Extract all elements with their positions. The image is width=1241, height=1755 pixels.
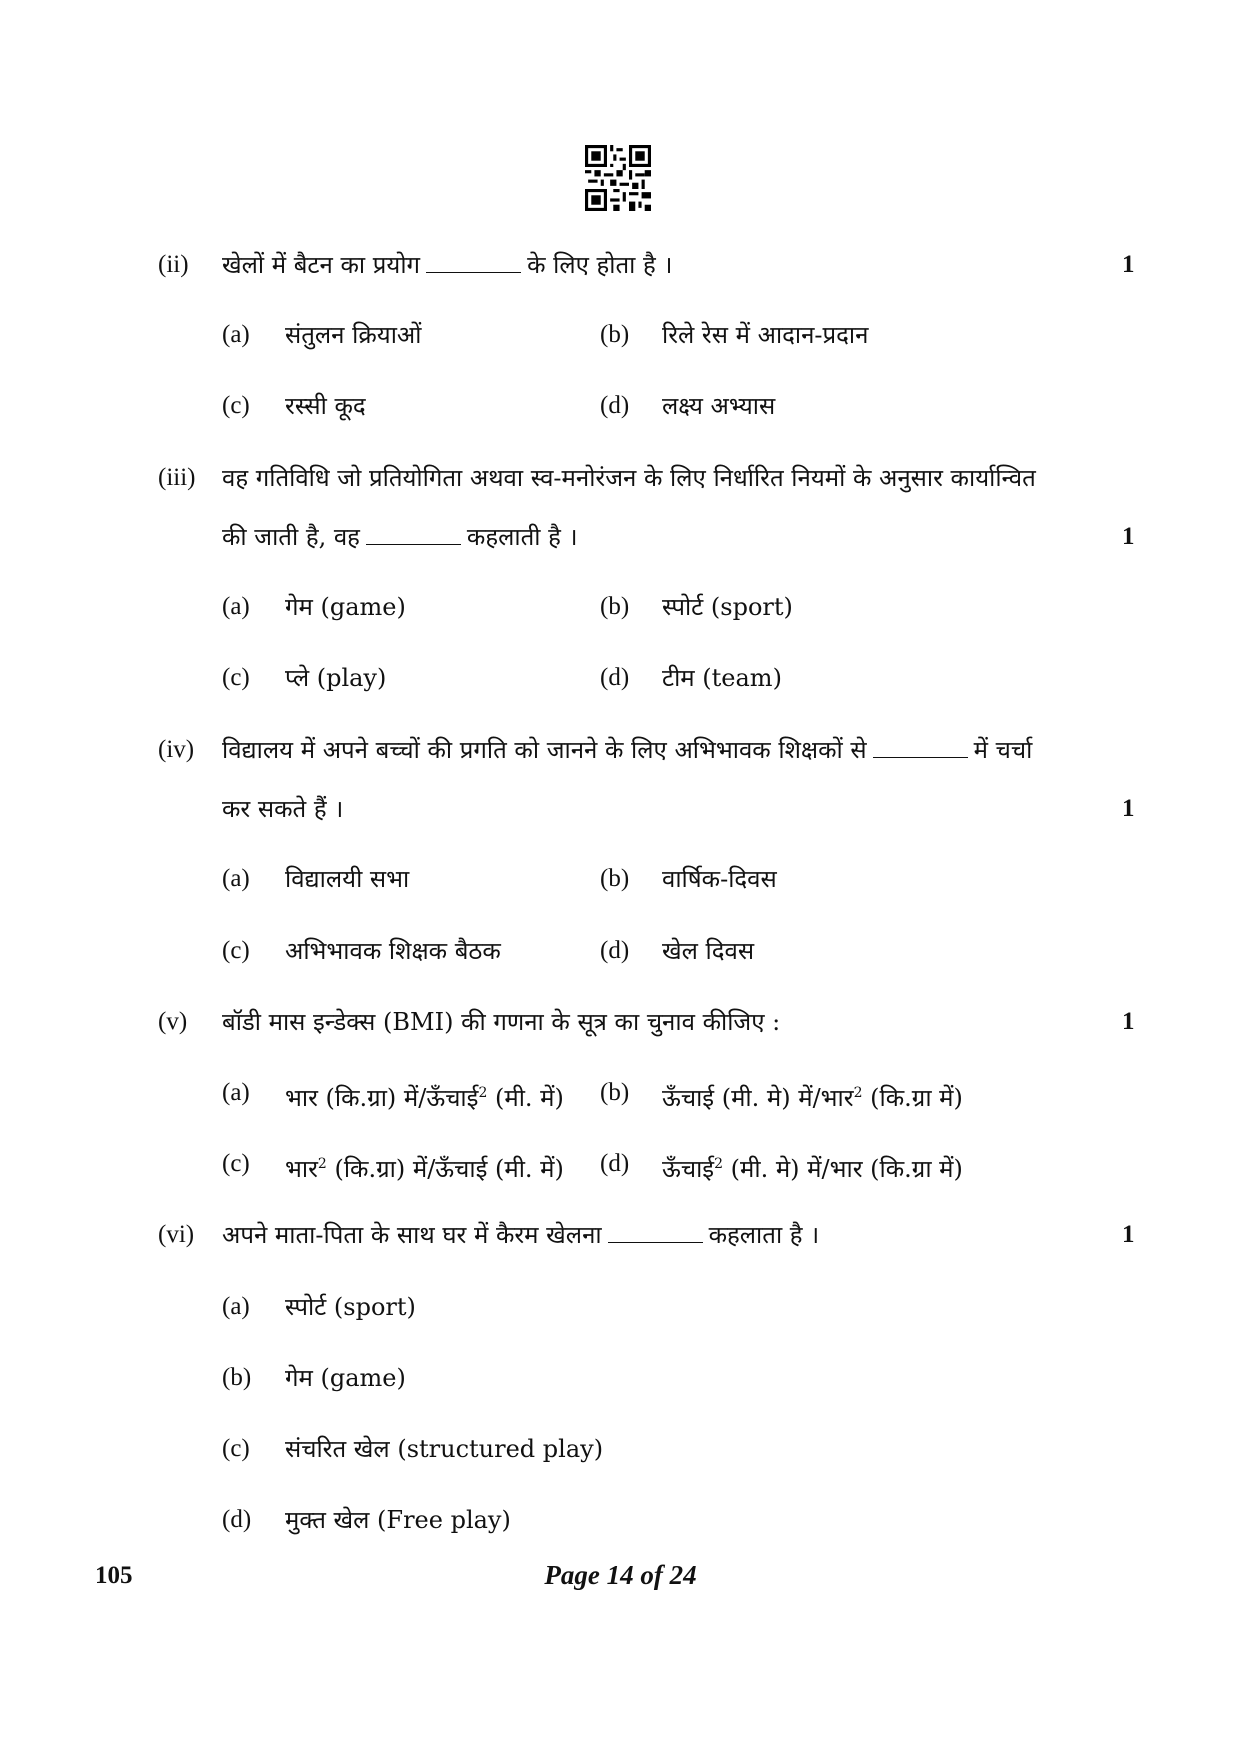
option-letter: (c) xyxy=(222,664,250,691)
marks: 1 xyxy=(1122,1221,1135,1248)
question-text: वह गतिविधि जो प्रतियोगिता अथवा स्व-मनोरंजन के लिए निर्धारित नियमों के अनुसार कार्यान्वित xyxy=(222,464,1036,492)
option-letter: (b) xyxy=(600,321,630,348)
fill-blank xyxy=(366,526,461,545)
question-text: बॉडी मास इन्डेक्स (BMI) की गणना के सूत्र का चुनाव कीजिए : xyxy=(222,1008,781,1036)
question-number: (vi) xyxy=(158,1221,195,1248)
question-text: की जाती है, वह कहलाती है । xyxy=(222,523,578,551)
question-number: (iv) xyxy=(158,736,195,763)
question-number: (iii) xyxy=(158,464,196,491)
option-text: टीम (team) xyxy=(662,664,782,692)
option-text: भार$^2$ (कि.ग्रा) में/ऊँचाई (मी. में) xyxy=(285,1155,564,1183)
marks: 1 xyxy=(1122,251,1135,278)
option-text: विद्यालयी सभा xyxy=(285,865,410,893)
option-text: रिले रेस में आदान-प्रदान xyxy=(662,321,869,349)
option-letter: (a) xyxy=(222,593,250,620)
option-text: लक्ष्य अभ्यास xyxy=(662,392,776,420)
option-letter: (a) xyxy=(222,865,250,892)
option-text: स्पोर्ट (sport) xyxy=(285,1293,416,1321)
option-letter: (a) xyxy=(222,321,250,348)
fill-blank xyxy=(873,739,968,758)
marks: 1 xyxy=(1122,523,1135,550)
option-text: ऊँचाई (मी. मे) में/भार$^2$ (कि.ग्रा में) xyxy=(662,1084,963,1112)
question-text: कर सकते हैं । xyxy=(222,795,344,823)
option-letter: (b) xyxy=(600,865,630,892)
option-text: अभिभावक शिक्षक बैठक xyxy=(285,937,501,965)
marks: 1 xyxy=(1122,795,1135,822)
option-letter: (c) xyxy=(222,392,250,419)
option-text: संतुलन क्रियाओं xyxy=(285,321,422,349)
option-letter: (a) xyxy=(222,1293,250,1320)
question-text: अपने माता-पिता के साथ घर में कैरम खेलना कहलाता है । xyxy=(222,1221,820,1249)
option-letter: (b) xyxy=(222,1364,252,1391)
question-number: (v) xyxy=(158,1008,188,1035)
question-number: (ii) xyxy=(158,251,189,278)
option-text: स्पोर्ट (sport) xyxy=(662,593,793,621)
option-text: ऊँचाई$^2$ (मी. मे) में/भार (कि.ग्रा में) xyxy=(662,1155,963,1183)
option-letter: (c) xyxy=(222,937,250,964)
marks: 1 xyxy=(1122,1008,1135,1035)
option-text: वार्षिक-दिवस xyxy=(662,865,777,893)
option-letter: (c) xyxy=(222,1150,250,1177)
option-letter: (b) xyxy=(600,593,630,620)
paper-code: 105 xyxy=(95,1562,133,1589)
fill-blank xyxy=(608,1224,703,1243)
option-letter: (c) xyxy=(222,1435,250,1462)
option-letter: (b) xyxy=(600,1079,630,1106)
option-text: गेम (game) xyxy=(285,593,406,621)
fill-blank xyxy=(426,254,521,273)
option-letter: (d) xyxy=(600,392,630,419)
option-text: खेल दिवस xyxy=(662,937,755,965)
option-text: प्ले (play) xyxy=(285,664,387,692)
option-text: भार (कि.ग्रा) में/ऊँचाई$^2$ (मी. में) xyxy=(285,1084,564,1112)
option-text: संचरित खेल (structured play) xyxy=(285,1435,604,1463)
question-text: खेलों में बैटन का प्रयोग के लिए होता है । xyxy=(222,251,673,279)
option-letter: (d) xyxy=(222,1506,252,1533)
option-text: मुक्त खेल (Free play) xyxy=(285,1506,511,1534)
option-text: रस्सी कूद xyxy=(285,392,366,420)
option-letter: (a) xyxy=(222,1079,250,1106)
question-text: विद्यालय में अपने बच्चों की प्रगति को जानने के लिए अभिभावक शिक्षकों से में चर्चा xyxy=(222,736,1033,764)
page-number: Page 14 of 24 xyxy=(544,1560,697,1590)
option-letter: (d) xyxy=(600,664,630,691)
option-letter: (d) xyxy=(600,1150,630,1177)
qr-code-icon xyxy=(585,145,651,211)
option-letter: (d) xyxy=(600,937,630,964)
option-text: गेम (game) xyxy=(285,1364,406,1392)
